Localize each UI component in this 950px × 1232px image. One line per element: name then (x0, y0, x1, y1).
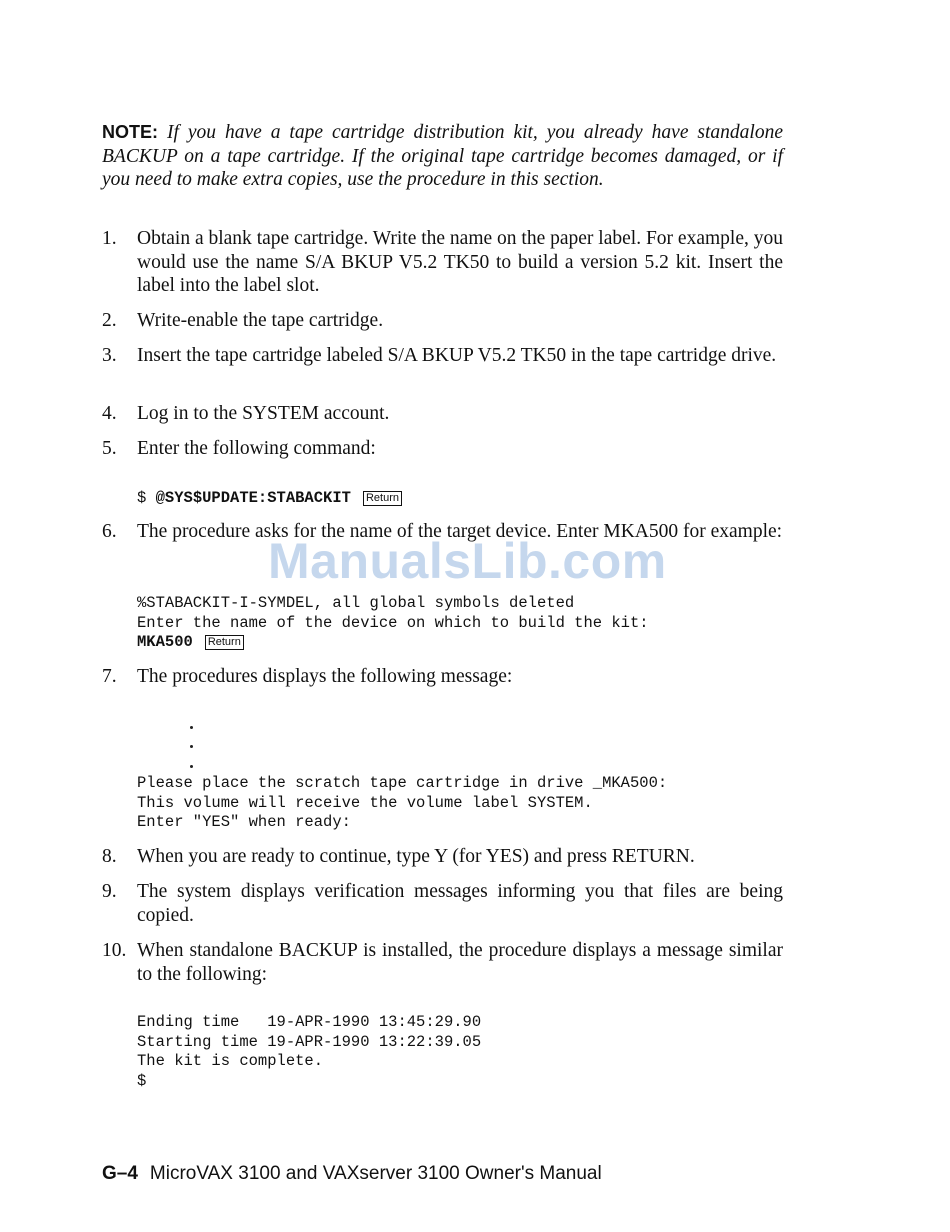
step-2 (102, 309, 783, 333)
ellipsis-dot (190, 745, 193, 748)
step-text: Write-enable the tape cartridge. (137, 310, 384, 331)
note-paragraph (102, 121, 783, 192)
device-input: MKA500 (137, 633, 193, 652)
output-line: This volume will receive the volume label SYSTEM. (137, 793, 593, 812)
step-4 (102, 402, 783, 426)
output-line: Enter the name of the device on which to build the kit: (137, 613, 649, 632)
completion-output (137, 1013, 481, 1091)
watermark: ManualsLib.com (268, 533, 667, 589)
step-text: When standalone BACKUP is installed, the procedure displays a message similar to the following: (137, 940, 783, 985)
output-line: Starting time 19-APR-1990 13:22:39.05 (137, 1032, 482, 1051)
step-text: The procedure asks for the name of the target device. Enter MKA500 for example: (137, 521, 783, 542)
step-number: 7. (102, 666, 117, 687)
output-line: $ (137, 1071, 147, 1090)
step-text: Log in to the SYSTEM account. (137, 403, 390, 424)
output-line: Ending time 19-APR-1990 13:45:29.90 (137, 1013, 482, 1031)
step-number: 9. (102, 881, 117, 902)
page-footer (102, 1162, 602, 1186)
step-number: 8. (102, 846, 117, 867)
ellipsis-dot (190, 726, 193, 729)
output-line: The kit is complete. (137, 1052, 324, 1071)
step-number: 6. (102, 521, 117, 542)
note-text: If you have a tape cartridge distribution kit, you already have standalone BACKUP on a tape cartridge. If the original tape cartridge becomes damaged, or if you need to make extra copies, use the procedure in this section. (102, 122, 784, 190)
step-number: 1. (102, 228, 117, 249)
step-5 (102, 437, 783, 461)
step-text: Obtain a blank tape cartridge. Write the name on the paper label. For example, you would use the name S/A BKUP V5.2 TK50 to build a version 5.2 kit. Insert the label into the label slot. (137, 228, 783, 296)
step-10 (102, 939, 783, 986)
output-line: %STABACKIT-I-SYMDEL, all global symbols deleted (137, 594, 575, 612)
note-label: NOTE: (102, 122, 158, 142)
target-device-output (137, 594, 649, 653)
step-3 (102, 344, 783, 368)
command-line (137, 489, 402, 509)
step-1 (102, 227, 783, 298)
command-text: @SYS$UPDATE:STABACKIT (155, 489, 351, 507)
step-text: The procedures displays the following message: (137, 666, 513, 687)
output-line: Please place the scratch tape cartridge in drive _MKA500: (137, 774, 668, 792)
step-number: 10. (102, 940, 127, 961)
step-number: 2. (102, 310, 117, 331)
ellipsis-dot (190, 765, 193, 768)
step-number: 5. (102, 438, 117, 459)
command-prompt: $ (137, 489, 156, 507)
step-number: 4. (102, 403, 117, 424)
step-6 (102, 520, 783, 544)
return-key-symbol: Return (363, 491, 402, 506)
return-key-symbol: Return (205, 635, 244, 650)
step-number: 3. (102, 345, 117, 366)
output-line: Enter "YES" when ready: (137, 813, 351, 832)
manual-title: MicroVAX 3100 and VAXserver 3100 Owner's Manual (149, 1163, 602, 1184)
step-9 (102, 880, 783, 927)
step-text: Insert the tape cartridge labeled S/A BKUP V5.2 TK50 in the tape cartridge drive. (137, 345, 777, 366)
step-text: The system displays verification messages informing you that files are being copied. (137, 881, 783, 926)
step-8 (102, 845, 783, 869)
step-7 (102, 665, 783, 689)
page-number: G–4 (102, 1163, 138, 1184)
scratch-tape-output (137, 774, 667, 833)
step-text: When you are ready to continue, type Y (for YES) and press RETURN. (137, 846, 695, 867)
step-text: Enter the following command: (137, 438, 376, 459)
